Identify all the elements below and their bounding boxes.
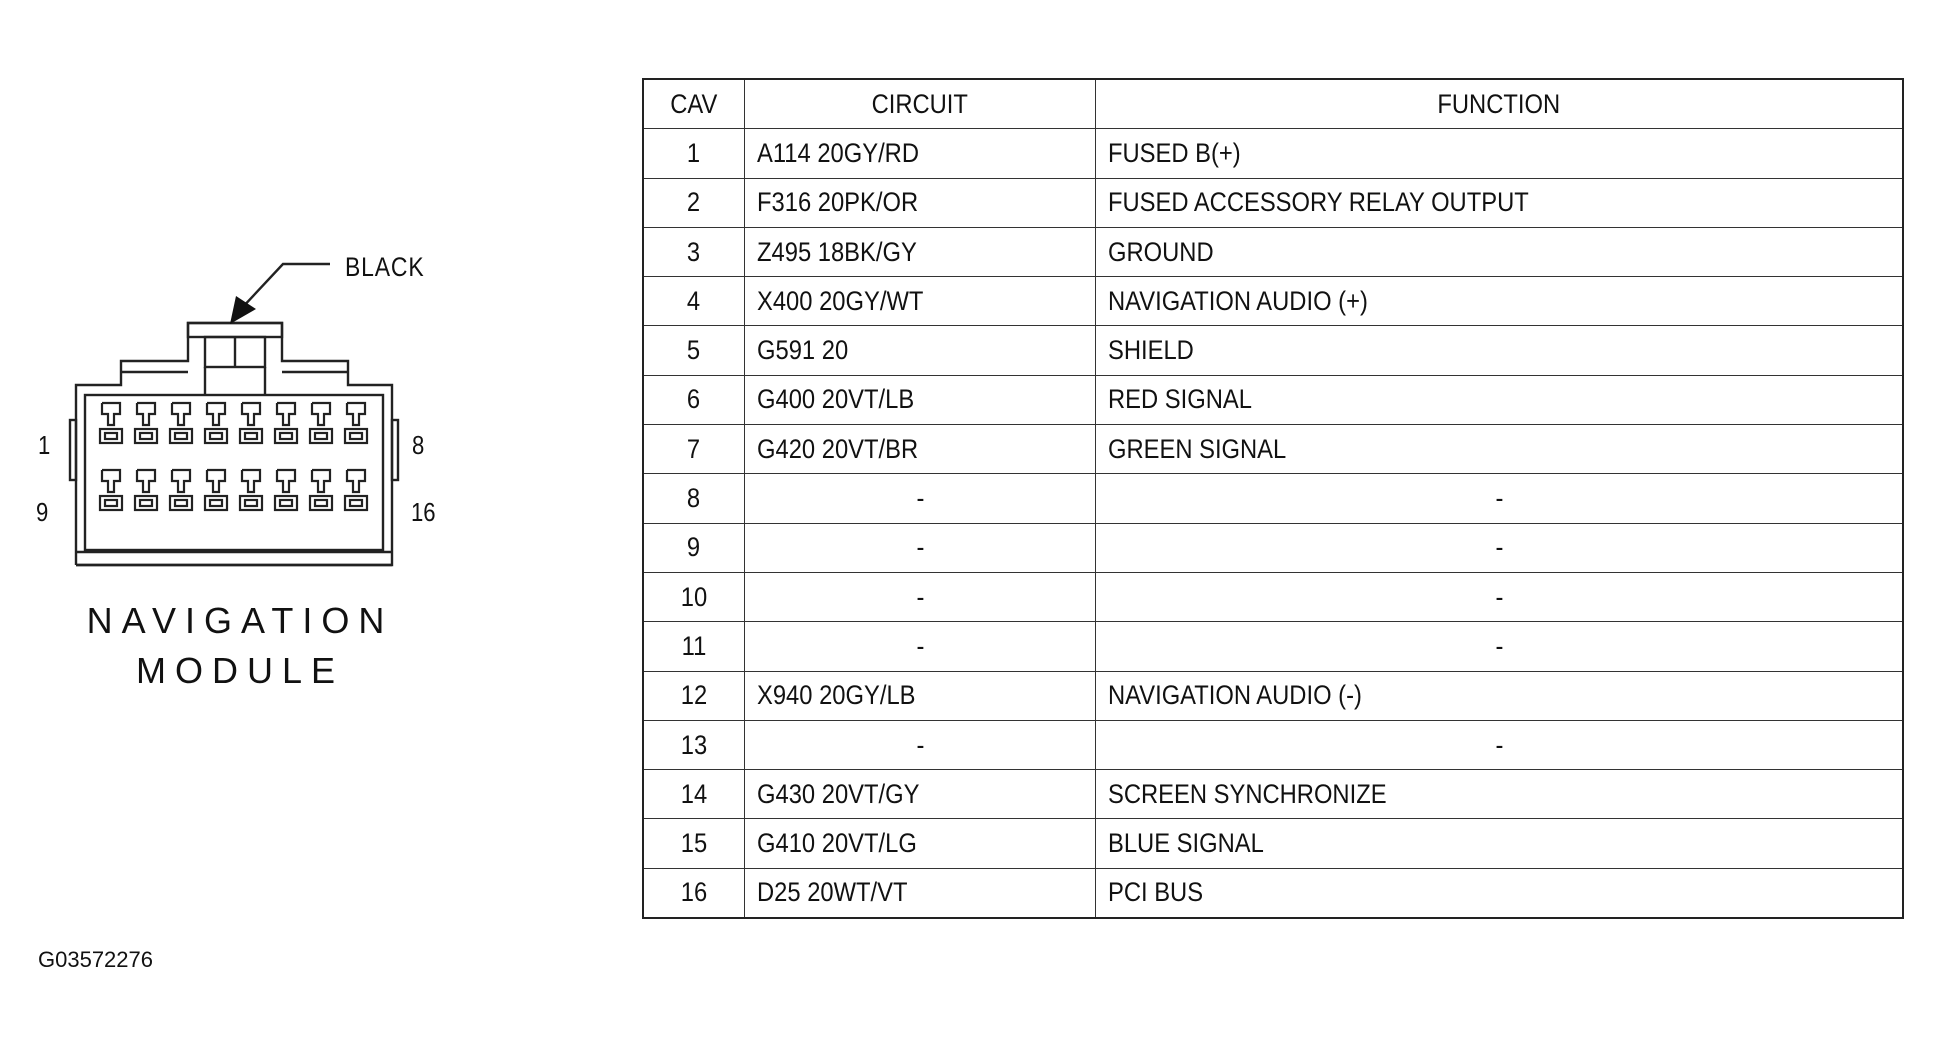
terminal-latch-11 (172, 470, 190, 492)
connector-color-label: BLACK (345, 252, 425, 282)
terminal-contact-12 (210, 500, 222, 506)
terminal-cavity-11 (170, 496, 192, 510)
table-row (643, 178, 1903, 227)
pinout-header-row (643, 79, 1903, 129)
cell-function: NAVIGATION AUDIO (+) (1096, 277, 1904, 326)
black-label-arrowhead (230, 296, 256, 324)
table-row (643, 622, 1903, 671)
terminal-latch-3 (172, 403, 190, 425)
cell-cav: 2 (643, 178, 745, 227)
cell-circuit: G410 20VT/LG (745, 819, 1096, 868)
terminal-cavity-7 (310, 429, 332, 443)
terminal-contact-2 (140, 433, 152, 439)
cell-cav: 16 (643, 868, 745, 918)
cell-circuit: G591 20 (745, 326, 1096, 375)
connector-face-drawing (0, 0, 560, 1043)
terminal-contact-8 (350, 433, 362, 439)
terminal-latch-2 (137, 403, 155, 425)
terminal-cavity-2 (135, 429, 157, 443)
terminal-cavity-13 (240, 496, 262, 510)
table-row (643, 277, 1903, 326)
cell-function: - (1096, 572, 1904, 621)
terminal-latch-13 (242, 470, 260, 492)
cell-function: SCREEN SYNCHRONIZE (1096, 770, 1904, 819)
pin-label-9: 9 (36, 497, 49, 527)
terminal-cavity-4 (205, 429, 227, 443)
terminal-contact-7 (315, 433, 327, 439)
cell-function: GROUND (1096, 227, 1904, 276)
cell-cav: 13 (643, 720, 745, 769)
connector-diagram (0, 0, 560, 1043)
terminal-cavity-10 (135, 496, 157, 510)
cell-function: FUSED B(+) (1096, 129, 1904, 178)
cell-function: - (1096, 523, 1904, 572)
cell-cav: 7 (643, 425, 745, 474)
table-row (643, 720, 1903, 769)
terminal-contact-10 (140, 500, 152, 506)
terminal-cavity-1 (100, 429, 122, 443)
terminal-cavity-16 (345, 496, 367, 510)
connector-latch (188, 323, 282, 337)
cell-circuit: - (745, 474, 1096, 523)
terminal-contact-6 (280, 433, 292, 439)
terminal-cavity-5 (240, 429, 262, 443)
terminal-contact-13 (245, 500, 257, 506)
figure-id: G03572276 (38, 947, 153, 972)
pin-label-16: 16 (411, 497, 436, 527)
terminal-latch-6 (277, 403, 295, 425)
terminal-latch-9 (102, 470, 120, 492)
module-title-line1: NAVIGATION (86, 600, 394, 641)
table-row (643, 572, 1903, 621)
cell-cav: 11 (643, 622, 745, 671)
cell-function: NAVIGATION AUDIO (-) (1096, 671, 1904, 720)
pin-label-8: 8 (412, 430, 425, 460)
cell-function: BLUE SIGNAL (1096, 819, 1904, 868)
cell-function: RED SIGNAL (1096, 375, 1904, 424)
cell-circuit: G420 20VT/BR (745, 425, 1096, 474)
cell-circuit: X400 20GY/WT (745, 277, 1096, 326)
cell-circuit: - (745, 572, 1096, 621)
cell-circuit: D25 20WT/VT (745, 868, 1096, 918)
cell-circuit: F316 20PK/OR (745, 178, 1096, 227)
cell-function: - (1096, 622, 1904, 671)
terminal-contact-3 (175, 433, 187, 439)
terminal-contact-9 (105, 500, 117, 506)
table-row (643, 770, 1903, 819)
terminal-latch-8 (347, 403, 365, 425)
cell-cav: 15 (643, 819, 745, 868)
module-title-line2: MODULE (135, 650, 345, 691)
cell-circuit: X940 20GY/LB (745, 671, 1096, 720)
cell-cav: 8 (643, 474, 745, 523)
cell-circuit: - (745, 720, 1096, 769)
table-row (643, 819, 1903, 868)
cell-cav: 4 (643, 277, 745, 326)
terminal-contact-14 (280, 500, 292, 506)
cell-function: - (1096, 474, 1904, 523)
terminal-cavity-12 (205, 496, 227, 510)
cell-cav: 3 (643, 227, 745, 276)
cell-circuit: A114 20GY/RD (745, 129, 1096, 178)
cell-circuit: - (745, 523, 1096, 572)
terminal-cavity-15 (310, 496, 332, 510)
table-row (643, 227, 1903, 276)
terminal-latch-4 (207, 403, 225, 425)
cell-cav: 14 (643, 770, 745, 819)
terminal-cavity-8 (345, 429, 367, 443)
table-row (643, 671, 1903, 720)
table-row (643, 868, 1903, 918)
terminal-cavity-3 (170, 429, 192, 443)
table-row (643, 375, 1903, 424)
cell-function: PCI BUS (1096, 868, 1904, 918)
terminal-latch-1 (102, 403, 120, 425)
cell-cav: 12 (643, 671, 745, 720)
terminal-latch-10 (137, 470, 155, 492)
terminal-contact-4 (210, 433, 222, 439)
terminal-latch-5 (242, 403, 260, 425)
cell-circuit: G430 20VT/GY (745, 770, 1096, 819)
terminal-contact-11 (175, 500, 187, 506)
cell-circuit: G400 20VT/LB (745, 375, 1096, 424)
terminal-contact-1 (105, 433, 117, 439)
terminal-cavity-9 (100, 496, 122, 510)
header-circuit: CIRCUIT (745, 79, 1096, 129)
pinout-table-body (643, 129, 1903, 918)
black-label-leader (240, 264, 330, 310)
terminal-contact-5 (245, 433, 257, 439)
terminal-contact-15 (315, 500, 327, 506)
terminal-contact-16 (350, 500, 362, 506)
cell-cav: 9 (643, 523, 745, 572)
cell-function: - (1096, 720, 1904, 769)
table-row (643, 129, 1903, 178)
table-row (643, 474, 1903, 523)
connector-body-inner (85, 395, 383, 550)
cell-function: GREEN SIGNAL (1096, 425, 1904, 474)
cell-cav: 5 (643, 326, 745, 375)
terminal-cavity-14 (275, 496, 297, 510)
cell-circuit: Z495 18BK/GY (745, 227, 1096, 276)
cell-function: SHIELD (1096, 326, 1904, 375)
cell-function: FUSED ACCESSORY RELAY OUTPUT (1096, 178, 1904, 227)
terminal-cavity-6 (275, 429, 297, 443)
pin-label-1: 1 (38, 430, 51, 460)
cell-circuit: - (745, 622, 1096, 671)
header-cav: CAV (643, 79, 745, 129)
terminal-latch-12 (207, 470, 225, 492)
table-row (643, 326, 1903, 375)
terminal-latch-7 (312, 403, 330, 425)
cell-cav: 10 (643, 572, 745, 621)
pinout-table (642, 78, 1904, 919)
header-function: FUNCTION (1096, 79, 1904, 129)
cell-cav: 1 (643, 129, 745, 178)
terminal-latch-14 (277, 470, 295, 492)
cell-cav: 6 (643, 375, 745, 424)
table-row (643, 523, 1903, 572)
terminal-latch-15 (312, 470, 330, 492)
terminal-latch-16 (347, 470, 365, 492)
table-row (643, 425, 1903, 474)
